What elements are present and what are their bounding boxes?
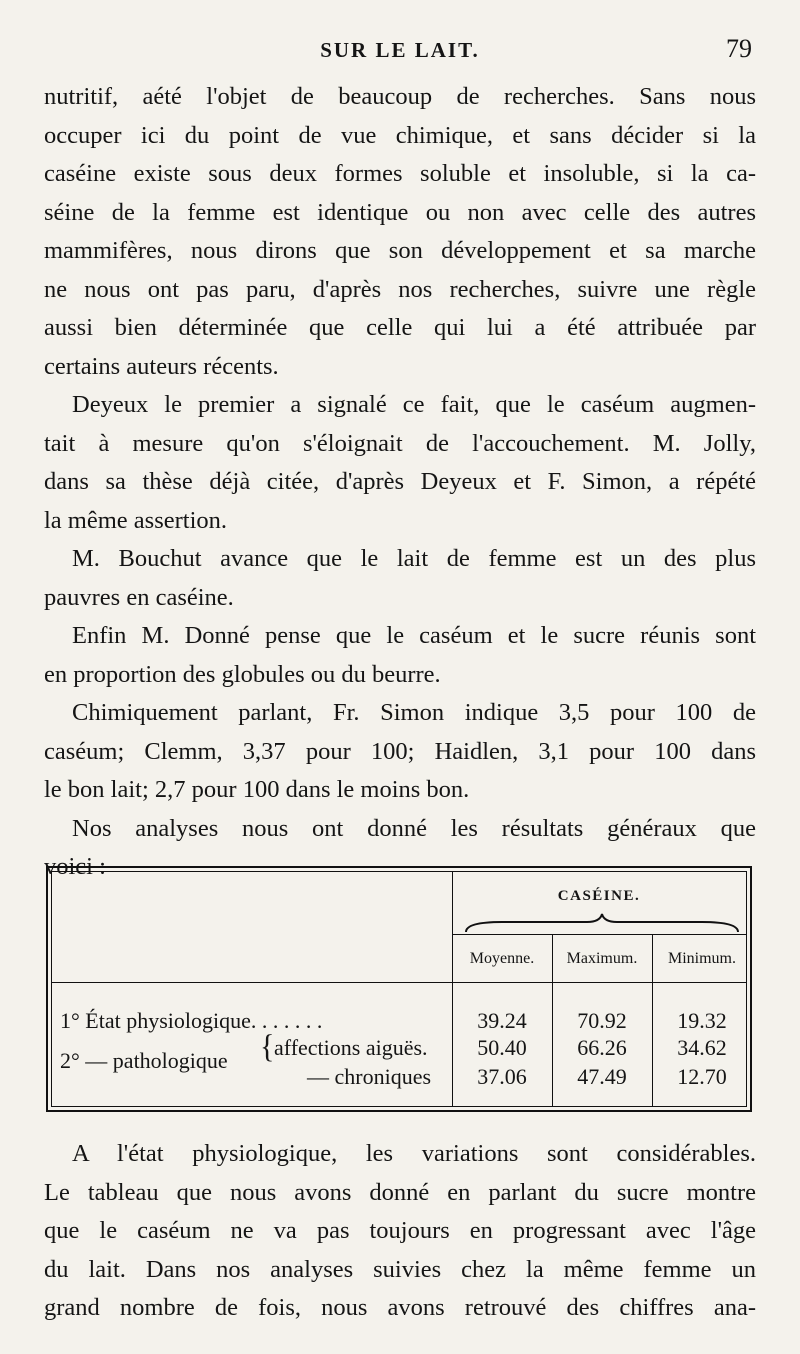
column-header-minimum: Minimum. xyxy=(667,950,736,967)
text-line: dans sa thèse déjà citée, d'après Deyeux et F. Simon, a répété xyxy=(44,468,756,495)
body-text-bottom xyxy=(44,1135,756,1328)
row-label-physiologique: 1° État physiologique. . . . . . . xyxy=(60,1008,323,1033)
table-divider xyxy=(452,934,746,935)
running-title: SUR LE LAIT. xyxy=(320,38,480,62)
table-cell: 19.32 xyxy=(677,1008,727,1033)
body-text-top xyxy=(44,78,756,887)
text-line: grand nombre de fois, nous avons retrouvé des chiffres ana- xyxy=(44,1294,756,1321)
table-cell: 12.70 xyxy=(677,1064,727,1089)
text-line: A l'état physiologique, les variations sont considérables. xyxy=(72,1140,756,1167)
text-line: du lait. Dans nos analyses suivies chez la même femme un xyxy=(44,1255,756,1283)
text-line: Nos analyses nous ont donné les résultats généraux que xyxy=(72,814,756,842)
table-cell: 34.62 xyxy=(677,1035,727,1060)
text-line: caséum; Clemm, 3,37 pour 100; Haidlen, 3,1 pour 100 dans xyxy=(44,737,756,765)
text-line: séine de la femme est identique ou non avec celle des autres xyxy=(44,198,756,226)
header-brace-icon xyxy=(462,912,742,934)
text-line: Enfin M. Donné pense que le caséum et le sucre réunis sont xyxy=(72,622,756,649)
table-cell: 39.24 xyxy=(477,1008,527,1033)
text-line: pauvres en caséine. xyxy=(44,583,234,611)
text-line: M. Bouchut avance que le lait de femme est un des plus xyxy=(72,545,756,572)
text-line: occuper ici du point de vue chimique, et sans décider si la xyxy=(44,121,756,149)
row-label-pathologique: 2° — pathologique xyxy=(60,1048,228,1073)
row-brace-icon: { xyxy=(260,1028,275,1065)
table-divider xyxy=(52,982,746,983)
table-cell: 37.06 xyxy=(477,1064,527,1089)
text-line: tait à mesure qu'on s'éloignait de l'accouchement. M. Jolly, xyxy=(44,429,756,457)
text-line: Chimiquement parlant, Fr. Simon indique 3,5 pour 100 de xyxy=(72,699,756,726)
text-line: caséine existe sous deux formes soluble et insoluble, si la ca- xyxy=(44,160,756,187)
table-cell: 50.40 xyxy=(477,1035,527,1060)
text-line: en proportion des globules ou du beurre. xyxy=(44,660,441,688)
column-header-maximum: Maximum. xyxy=(566,950,638,967)
text-line: Deyeux le premier a signalé ce fait, que le caséum augmen- xyxy=(72,391,756,418)
text-line: certains auteurs récents. xyxy=(44,352,279,380)
text-line: que le caséum ne va pas toujours en progressant avec l'âge xyxy=(44,1217,756,1244)
column-group-header: CASÉINE. xyxy=(557,888,641,904)
text-line: aussi bien déterminée que celle qui lui a été attribuée par xyxy=(44,314,756,341)
running-head xyxy=(44,36,756,70)
sub-label-aigues: affections aiguës. xyxy=(274,1035,428,1060)
text-line: voici : xyxy=(44,853,106,880)
text-line: le bon lait; 2,7 pour 100 dans le moins bon. xyxy=(44,776,470,803)
table-cell: 47.49 xyxy=(577,1064,627,1089)
text-line: ne nous ont pas paru, d'après nos recherches, suivre une règle xyxy=(44,275,756,303)
text-line: la même assertion. xyxy=(44,506,228,534)
page-number: 79 xyxy=(726,34,752,63)
caseine-table xyxy=(46,866,752,1112)
text-line: mammifères, nous dirons que son développement et sa marche xyxy=(44,237,756,264)
column-header-moyenne: Moyenne. xyxy=(469,950,535,967)
text-line: nutritif, aété l'objet de beaucoup de recherches. Sans nous xyxy=(44,83,756,110)
table-cell: 66.26 xyxy=(577,1035,627,1060)
sub-label-chroniques: — chroniques xyxy=(307,1064,432,1089)
table-cell: 70.92 xyxy=(577,1008,627,1033)
text-line: Le tableau que nous avons donné en parlant du sucre montre xyxy=(44,1178,756,1206)
